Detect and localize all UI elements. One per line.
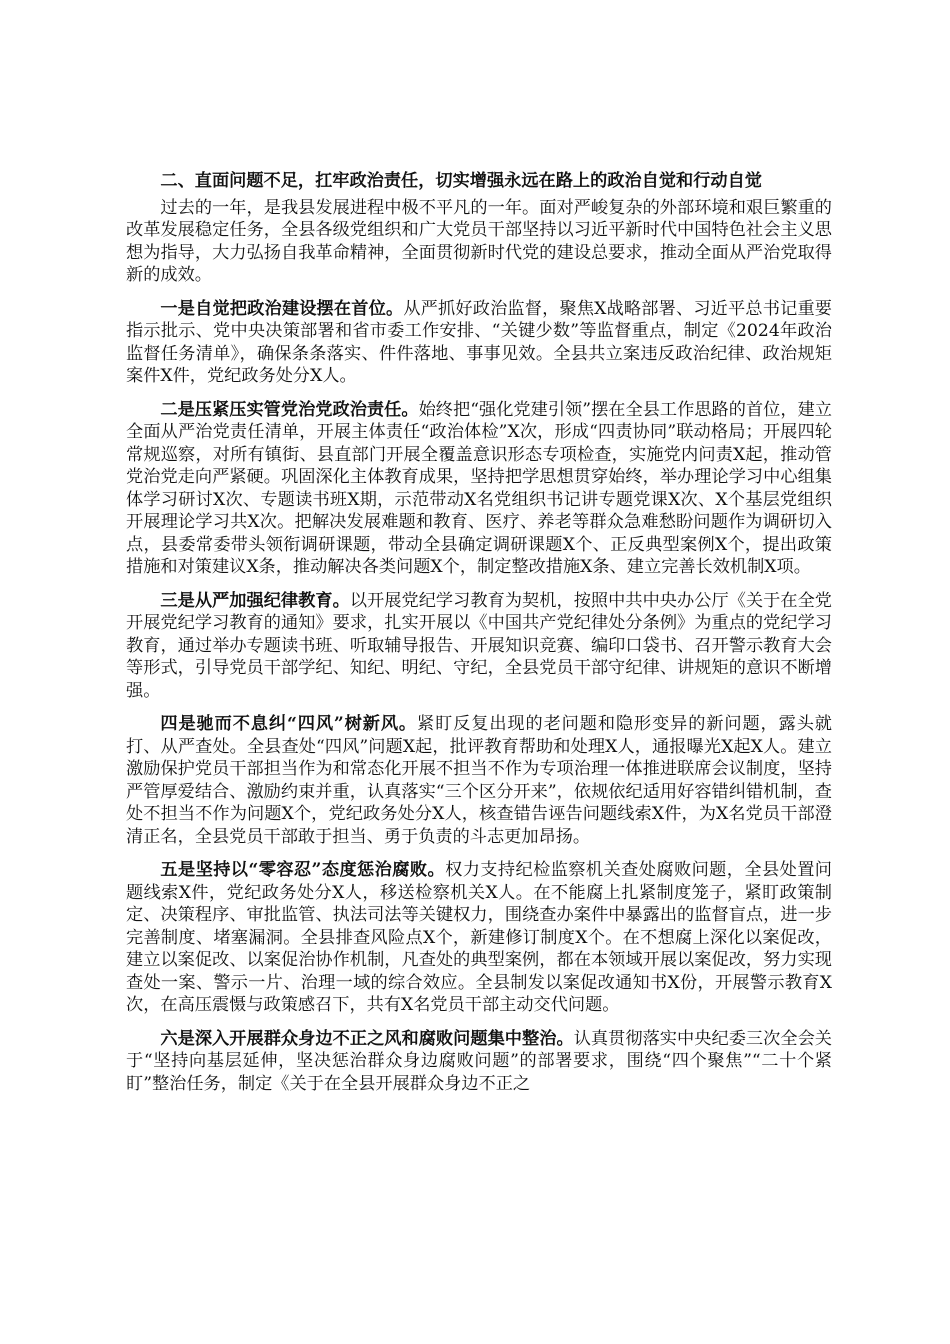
paragraph-lead: 六是深入开展群众身边不正之风和腐败问题集中整治。 xyxy=(160,1028,574,1049)
paragraph-lead: 三是从严加强纪律教育。 xyxy=(160,590,350,611)
paragraph-text: 以开展党纪学习教育为契机，按照中共中央办公厅《关于在全党开展党纪学习教育的通知》要求，扎实开展以《中国共产党纪律处分条例》为重点的党纪学习教育，通过举办专题读书班、听取辅导报告、开展知识竞赛、编印口袋书、召开警示教育大会等形式，引导党员干部学纪、知纪、明纪、守纪，全县党员干部守纪律、讲规矩的意识不断增强。 xyxy=(126,590,832,701)
paragraph-text: 权力支持纪检监察机关查处腐败问题，全县处置问题线索X件，党纪政务处分X人，移送检察机关X人。在不能腐上扎紧制度笼子，紧盯政策制定、决策程序、审批监管、执法司法等关键权力，围绕查办案件中暴露出的监督盲点，进一步完善制度、堵塞漏洞。全县排查风险点X个，新建修订制度X个。在不想腐上深化以案促改，建立以案促改、以案促治协作机制，凡查处的典型案例，都在本领域开展以案促改，努力实现查处一案、警示一片、治理一域的综合效应。全县制发以案促改通知书X份，开展警示教育X次，在高压震慑与政策感召下，共有X名党员干部主动交代问题。 xyxy=(126,860,832,1015)
paragraph-four-winds xyxy=(126,713,832,848)
document-body xyxy=(126,170,832,1106)
paragraph-discipline-education xyxy=(126,590,832,703)
paragraph-lead: 五是坚持以“零容忍”态度惩治腐败。 xyxy=(160,860,446,880)
section-heading: 二、直面问题不足，扛牢政治责任，切实增强永远在路上的政治自觉和行动自觉 xyxy=(160,171,762,191)
paragraph-text: 始终把“强化党建引领”摆在全县工作思路的首位，建立全面从严治党责任清单，开展主体责任“政治体检”X次，形成“四责协同”联动格局；开展四轮常规巡察，对所有镇街、县直部门开展全覆盖意识形态专项检查，实施党内问责X起，推动管党治党走向严紧硬。巩固深化主体教育成果，坚持把学思想贯穿始终，举办理论学习中心组集体学习研讨X次、专题读书班X期，示范带动X名党组织书记讲专题党课X次、X个基层党组织开展理论学习共X次。把解决发展难题和教育、医疗、养老等群众急难愁盼问题作为调研切入点，县委常委带头领衔调研课题，带动全县确定调研课题X个、正反典型案例X个，提出政策措施和对策建议X条，推动解决各类问题X个，制定整改措施X条、建立完善长效机制X项。 xyxy=(126,399,832,577)
paragraph-text: 从严抓好政治监督，聚焦X战略部署、习近平总书记重要指示批示、党中央决策部署和省市委工作安排、“关键少数”等监督重点，制定《2024年政治监督任务清单》，确保条条落实、件件落地、事事见效。全县共立案违反政治纪律、政治规矩案件X件，党纪政务处分X人。 xyxy=(126,298,832,386)
intro-paragraph: 过去的一年，是我县发展进程中极不平凡的一年。面对严峻复杂的外部环境和艰巨繁重的改革发展稳定任务，全县各级党组织和广大党员干部坚持以习近平新时代中国特色社会主义思想为指导，大力弘扬自我革命精神，全面贯彻新时代党的建设总要求，推动全面从严治党取得新的成效。 xyxy=(126,197,832,285)
paragraph-anti-corruption xyxy=(126,859,832,1017)
paragraph-lead: 二是压紧压实管党治党政治责任。 xyxy=(160,399,419,420)
paragraph-lead: 一是自觉把政治建设摆在首位。 xyxy=(160,298,404,319)
paragraph-grassroots-rectification xyxy=(126,1028,832,1096)
paragraph-lead: 四是驰而不息纠“四风”树新风。 xyxy=(160,714,418,734)
paragraph-political-construction xyxy=(126,298,832,388)
paragraph-text: 认真贯彻落实中央纪委三次全会关于“坚持向基层延伸，坚决惩治群众身边腐败问题”的部署要求，围绕“四个聚焦”“二十个紧盯”整治任务，制定《关于在全县开展群众身边不正之 xyxy=(126,1028,832,1094)
paragraph-political-responsibility xyxy=(126,399,832,579)
paragraph-text: 紧盯反复出现的老问题和隐形变异的新问题，露头就打、从严查处。全县查处“四风”问题X起，批评教育帮助和处理X人，通报曝光X起X人。建立激励保护党员干部担当作为和常态化开展不担当不作为专项治理一体推进联席会议制度，坚持严管厚爱结合、激励约束并重，认真落实“三个区分开来”，依规依纪适用好容错纠错机制，查处不担当不作为问题X个，党纪政务处分X人，核查错告诬告问题线索X件，为X名党员干部澄清正名，全县党员干部敢于担当、勇于负责的斗志更加昂扬。 xyxy=(126,714,832,847)
